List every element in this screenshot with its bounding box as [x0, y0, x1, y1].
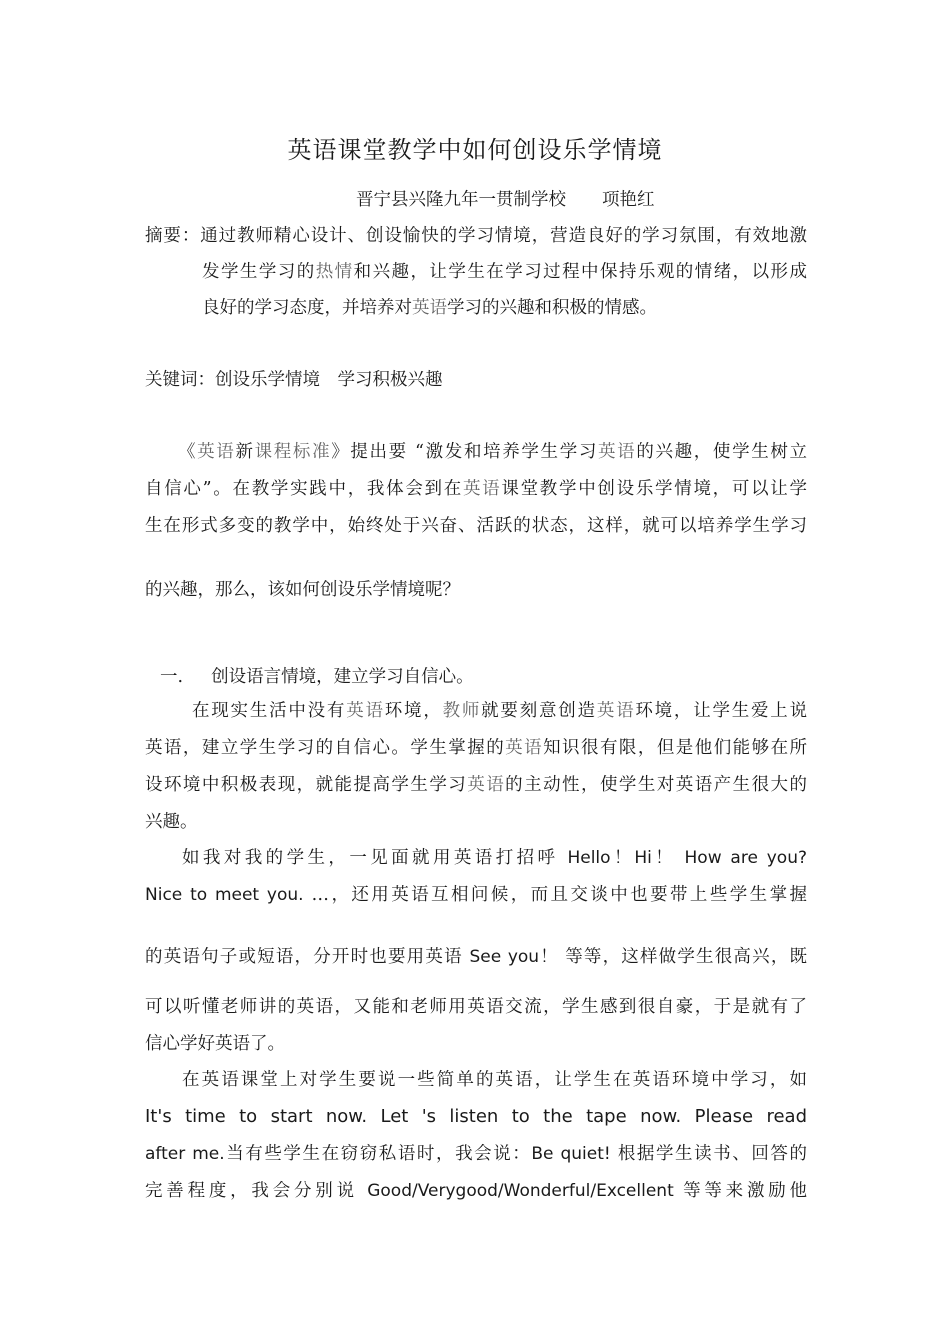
intro-line-3: 生在形式多变的教学中，始终处于兴奋、活跃的状态，这样，就可以培养学生学习: [145, 516, 807, 536]
highlight-run: 英语: [412, 298, 447, 318]
text-run: 课堂教学中创设乐学情境，可以让学: [501, 479, 807, 499]
text-run: 当有些学生在窃窃私语时，我会说：: [224, 1144, 532, 1164]
text-run: 新: [235, 442, 255, 462]
text-run: 和兴趣，让学生在学习过程中保持乐观的情绪，以形成: [353, 262, 808, 282]
text-run: 的兴趣，使学生树立: [636, 442, 808, 462]
text-run: 环境，: [384, 701, 443, 721]
highlight-run: 英语: [467, 775, 506, 795]
highlight-run: 英语: [346, 701, 385, 721]
abstract-line-1: 摘要：通过教师精心设计、创设愉快的学习情境，营造良好的学习氛围，有效地激: [145, 226, 807, 246]
section-heading: [160, 665, 822, 689]
para1-line-2: [145, 736, 807, 760]
para2-line-4: 可以听懂老师讲的英语，又能和老师用英语交流，学生感到很自豪，于是就有了: [145, 997, 807, 1017]
abstract-line-2: [202, 260, 807, 284]
highlight-run: 英语: [505, 738, 544, 758]
text-run: 等等来激励他: [673, 1181, 808, 1201]
text-run: 设环境中积极表现，就能提高学生学习: [145, 775, 468, 795]
english-run: Be quiet!: [531, 1144, 611, 1164]
english-run: Hello！Hi！ How are you?: [567, 848, 808, 868]
english-run: See you！: [469, 947, 559, 967]
text-run: 《: [178, 442, 198, 462]
intro-line-2: [145, 477, 807, 501]
para1-line-4: 兴趣。: [145, 812, 198, 832]
document-title: 英语课堂教学中如何创设乐学情境: [287, 136, 663, 164]
text-run: 就要刻意创造: [481, 701, 597, 721]
para1-line-3: [145, 773, 807, 797]
highlight-run: 英语: [598, 442, 637, 462]
english-run: after me.: [145, 1144, 225, 1164]
english-run: Good/Verygood/Wonderful/Excellent: [367, 1181, 674, 1201]
para2-line-1: [182, 846, 807, 870]
section-title: 创设语言情境，建立学习自信心。: [211, 667, 474, 687]
highlight-run: 英语: [596, 701, 636, 721]
text-run: 完善程度，我会分别说: [145, 1181, 368, 1201]
text-run: 如我对我的学生，一见面就用英语打招呼: [182, 848, 568, 868]
para2-line-5: 信心学好英语了。: [145, 1034, 285, 1054]
text-run: 》提出要 “激发和培养学生学习: [331, 442, 599, 462]
para3-line-3: [145, 1142, 807, 1166]
text-run: 的英语句子或短语，分开时也要用英语: [145, 947, 470, 967]
para3-line-2: It's time to start now. Let 's listen to the tape now. Please read: [145, 1106, 807, 1127]
english-run: Nice to meet you.: [145, 885, 304, 905]
para2-line-2: [145, 883, 807, 907]
highlight-run: 英语: [462, 479, 502, 499]
text-run: 环境，让学生爱上说: [635, 701, 808, 721]
intro-line-4: 的兴趣，那么，该如何创设乐学情境呢？: [145, 580, 460, 600]
author-name: 项艳红: [602, 190, 655, 210]
highlight-run: 热情: [315, 262, 354, 282]
text-run: 知识很有限，但是他们能够在所: [543, 738, 808, 758]
para3-line-4: [145, 1179, 807, 1203]
highlight-run: 英语: [197, 442, 236, 462]
highlight-run: 教师: [442, 701, 482, 721]
section-number: 一.: [160, 667, 184, 687]
keywords-line: 关键词：创设乐学情境 学习积极兴趣: [145, 370, 443, 390]
text-run: 根据学生读书、回答的: [610, 1144, 807, 1164]
intro-line-1: [178, 440, 807, 464]
text-run: 发学生学习的: [202, 262, 316, 282]
para3-line-1: 在英语课堂上对学生要说一些简单的英语，让学生在英语环境中学习，如: [182, 1070, 807, 1090]
text-run: 英语，建立学生学习的自信心。学生掌握的: [145, 738, 506, 758]
text-run: 等等，这样做学生很高兴，既: [558, 947, 808, 967]
text-run: 的主动性，使学生对英语产生很大的: [505, 775, 808, 795]
highlight-run: 课程标准: [254, 442, 332, 462]
para1-line-1: [192, 699, 807, 723]
text-run: 在现实生活中没有: [192, 701, 347, 721]
para2-line-3: [145, 945, 807, 969]
abstract-line-3: [202, 296, 807, 320]
text-run: 良好的学习态度，并培养对: [202, 298, 412, 318]
text-run: 自信心”。在教学实践中，我体会到在: [145, 479, 463, 499]
author-school: 晋宁县兴隆九年一贯制学校: [356, 190, 566, 210]
author-line: [356, 188, 655, 212]
text-run: …，还用英语互相问候，而且交谈中也要带上些学生掌握: [303, 885, 808, 905]
text-run: 学习的兴趣和积极的情感。: [447, 298, 657, 318]
